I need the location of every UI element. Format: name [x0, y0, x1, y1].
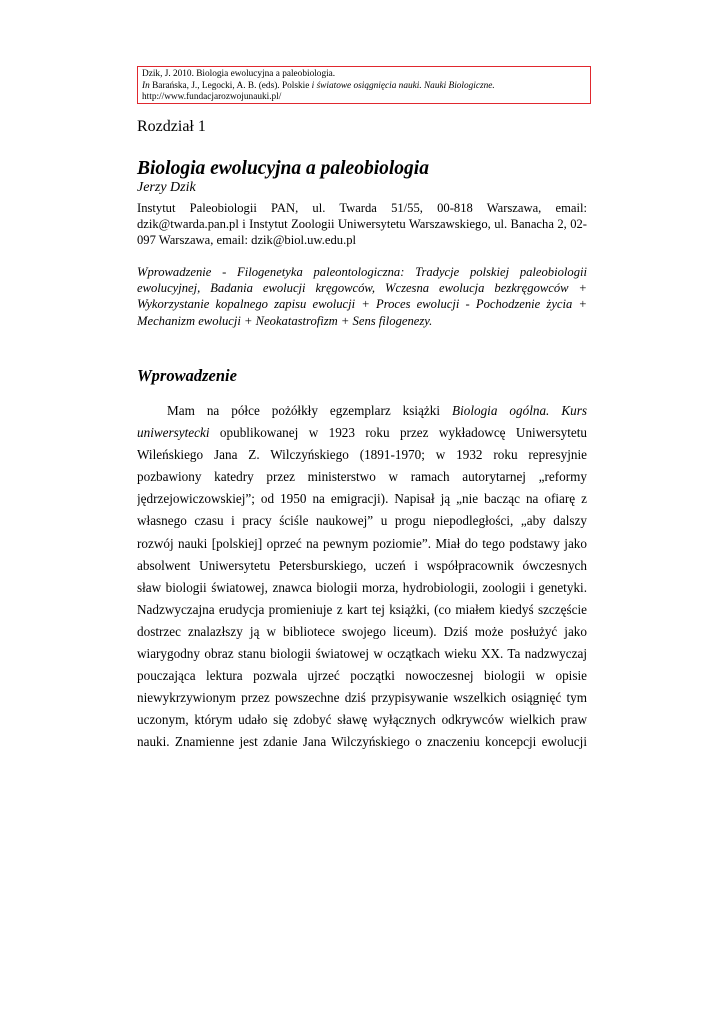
paragraph-line: niewykrzywionym przez powszechne dziś przypisywanie wszelkich osiągnięć tym [137, 690, 587, 706]
author-name: Jerzy Dzik [137, 180, 196, 195]
book-title: Biologia ogólna. Kurs [452, 403, 587, 418]
paragraph-text: Mam na półce pożółkły egzemplarz książki [167, 403, 453, 418]
paragraph-line: wiarygodny obraz stanu biologii światowej w oczątkach wieku XX. Ta nadzwyczaj [137, 646, 587, 662]
citation-url-link[interactable]: http://www.fundacjarozwojunauki.pl/ [142, 92, 282, 103]
book-title: uniwersytecki [137, 425, 210, 441]
author-affiliation [137, 200, 587, 249]
citation-book-title: i światowe osiągnięcia nauki. Nauki Biologiczne. [311, 80, 495, 91]
body-paragraph [137, 400, 587, 754]
paragraph-line: uczonym, którym udało się zdobyć sławę wyłącznych odkrywców wielkich praw [137, 712, 587, 728]
chapter-outline [137, 264, 587, 329]
paragraph-line: pozbawiony katedry przez ministerstwo w ramach autorytarnej „reformy [137, 469, 587, 485]
paragraph-line: własnego czasu i pracy ściśle naukowej” u progu niepodległości, „aby dalszy [137, 513, 587, 529]
paragraph-line [137, 400, 587, 422]
paragraph-line: sław biologii światowej, znawca biologii morza, hydrobiologii, zoologii i genetyki. [137, 579, 587, 595]
paragraph-line: Wileńskiego Jana Z. Wilczyńskiego (1891-1970; w 1932 roku represyjnie [137, 447, 587, 463]
page-title: Biologia ewolucyjna a paleobiologia [137, 158, 429, 179]
affiliation-line: dzik@twarda.pan.pl i Instytut Zoologii Uniwersytetu Warszawskiego, ul. Banacha 2, 02- [137, 217, 587, 232]
paragraph-line: absolwent Uniwersytetu Petersburskiego, uczeń i współpracownik ówczesnych [137, 557, 587, 573]
section-heading: Wprowadzenie [137, 366, 237, 385]
affiliation-line: 097 Warszawa, email: dzik@biol.uw.edu.pl [137, 233, 357, 248]
citation-box [137, 66, 591, 104]
paragraph-line: jędrzejowiczowskiej”; od 1950 na emigracji). Napisał ją „nie bacząc na ofiarę z [137, 491, 587, 507]
outline-line: Wprowadzenie - Filogenetyka paleontologiczna: Tradycje polskiej paleobiologii [137, 265, 587, 279]
outline-line: Wykorzystanie kopalnego zapisu ewolucji + Proces ewolucji - Pochodzenie życia + [137, 297, 587, 312]
paragraph-line: pouczająca lektura pozwala ujrzeć początki nowoczesnej biologii w opisie [137, 668, 587, 684]
outline-line: ewolucyjnej, Badania ewolucji kręgowców, Wczesna ewolucja bezkręgowców + [137, 281, 587, 296]
paragraph-line: Nadzwyczajna erudycja promieniuje z kart tej książki, (co miałem kiedyś szczęście [137, 601, 587, 617]
paragraph-line: dostrzec znalazłszy ją w bibliotece swojego liceum). Dziś może posłużyć jako [137, 623, 587, 639]
citation-editors: Barańska, J., Legocki, A. B. (eds). Polskie [149, 80, 312, 91]
paragraph-line: rozwój nauki [polskiej] oprzeć na pewnym poziomie”. Miał do tego podstawy jako [137, 535, 587, 551]
paragraph-text: opublikowanej w 1923 roku przez wykładowcę Uniwersytetu [209, 425, 587, 441]
outline-line: Mechanizm ewolucji + Neokatastrofizm + Sens filogenezy. [137, 313, 433, 328]
chapter-label: Rozdział 1 [137, 118, 206, 135]
paragraph-line: nauki. Znamienne jest zdanie Jana Wilczyńskiego o znaczeniu koncepcji ewolucji [137, 734, 587, 750]
citation-in-prefix: In [142, 80, 150, 91]
citation-line-2 [142, 81, 586, 93]
citation-line-1: Dzik, J. 2010. Biologia ewolucyjna a paleobiologia. [142, 69, 336, 79]
paragraph-line [137, 422, 587, 444]
affiliation-line: Instytut Paleobiologii PAN, ul. Twarda 51/55, 00-818 Warszawa, email: [137, 201, 587, 215]
